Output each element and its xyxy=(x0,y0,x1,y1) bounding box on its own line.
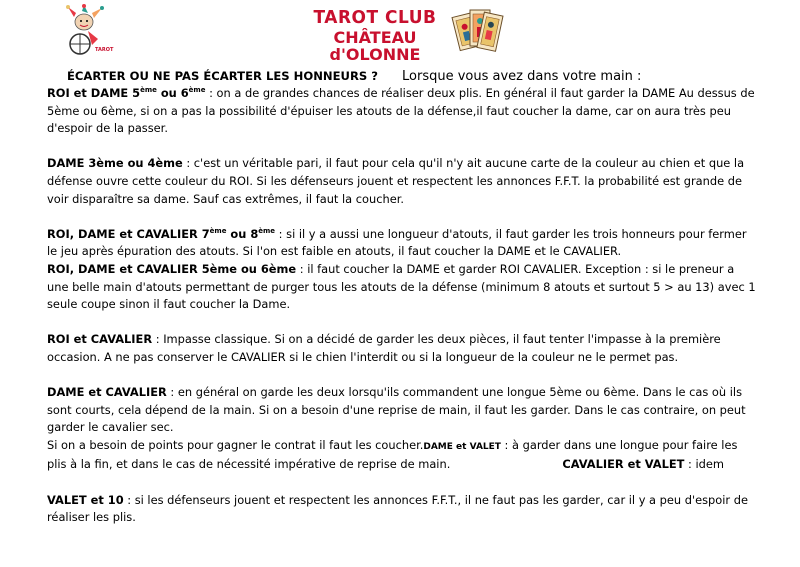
section-heading: DAME et CAVALIER xyxy=(47,385,167,400)
logo-label: TAROT xyxy=(95,47,114,53)
section-text: : à garder dans une longue pour faire les plis à la fin, et dans le cas de nécessité impérative de reprise de main. xyxy=(47,437,738,472)
jester-logo-icon xyxy=(62,5,114,59)
section-dame-cavalier xyxy=(47,384,759,437)
section-heading: DAME et VALET xyxy=(423,441,501,452)
section-heading: ROI et DAME 5ème ou 6ème xyxy=(47,86,206,100)
section-text: : on a de grandes chances de réaliser deux plis. En général il faut garder la DAME Au dessus de 5ème ou 6ème, si on a pas la possibilité d'épuiser les atouts de la défense,il faut coucher la dame, car on aura très peu d'espoir de la passer. xyxy=(47,86,755,136)
section-text: : Impasse classique. Si on a décidé de garder les deux pièces, il faut tenter l'impasse à la première occasion. A ne pas conserver le CAVALIER si le chien l'interdit ou si la longueur de la couleur ne le permet pas. xyxy=(47,332,721,364)
section-text: : si il y a aussi une longueur d'atouts, il faut garder les trois honneurs pour fermer le jeu après épuration des atouts. Si l'on est faible en atouts, il faut coucher la DAME et le CAVALIER. xyxy=(47,226,747,259)
section-text: : en général on garde les deux lorsqu'ils commandent une longue 5ème ou 6ème. Dans le cas où ils sont courts, cela dépend de la main. Si on a besoin d'une reprise de main, il faut les garder. Dans le cas contraire, on peut garder le cavalier sec. xyxy=(47,385,746,435)
club-title-line2: CHÂTEAU d'OLONNE xyxy=(329,27,421,64)
section-heading: ROI, DAME et CAVALIER 7ème ou 8ème xyxy=(47,226,276,241)
tarot-cards-icon xyxy=(455,6,501,58)
section-text: : idem xyxy=(684,457,724,472)
title-line xyxy=(67,67,759,85)
letterhead xyxy=(0,0,800,66)
section-text: : il faut coucher la DAME et garder ROI CAVALIER. Exception : si le preneur a une belle main d'atouts permettant de purger tous les atouts de la défense (minimum 8 atouts et surtout 5 > au 13) avec 1 seule coupe sinon il faut coucher la Dame. xyxy=(47,261,756,312)
section-roi-dame-cavalier-short xyxy=(47,261,759,314)
section-roi-dame xyxy=(47,85,759,138)
section-heading: DAME 3ème ou 4ème xyxy=(47,156,183,171)
section-heading: ROI, DAME et CAVALIER 5ème ou 6ème xyxy=(47,261,297,276)
section-text: : c'est un véritable pari, il faut pour cela qu'il n'y ait aucune carte de la couleur au chien et que la défense ouvre cette couleur du ROI. Si les défenseurs jouent et respectent les annonces F.F.T. la probabilité est grande de voir disparaître sa dame. Sauf cas extrêmes, il faut la coucher. xyxy=(47,156,745,206)
club-title-line1: TAROT CLUB xyxy=(313,7,437,29)
section-heading: ROI et CAVALIER xyxy=(47,332,153,347)
section-dame xyxy=(47,155,759,208)
section-valet-10 xyxy=(47,492,759,527)
document-body xyxy=(47,67,759,527)
section-dame-valet xyxy=(47,437,759,474)
section-text: : si les défenseurs jouent et respectent les annonces F.F.T., il ne faut pas les garder, car il y a peu d'espoir de réaliser les plis. xyxy=(47,492,748,525)
title-intro: Lorsque vous avez dans votre main : xyxy=(402,69,642,84)
club-title xyxy=(300,7,450,64)
section-heading: VALET et 10 xyxy=(47,492,124,507)
section-roi-cavalier xyxy=(47,331,759,366)
section-roi-dame-cavalier-long xyxy=(47,226,759,261)
title-question: ÉCARTER OU NE PAS ÉCARTER LES HONNEURS ? xyxy=(67,69,378,83)
section-heading: CAVALIER et VALET xyxy=(562,457,685,472)
section-text: Si on a besoin de points pour gagner le contrat il faut les coucher. xyxy=(47,437,424,452)
